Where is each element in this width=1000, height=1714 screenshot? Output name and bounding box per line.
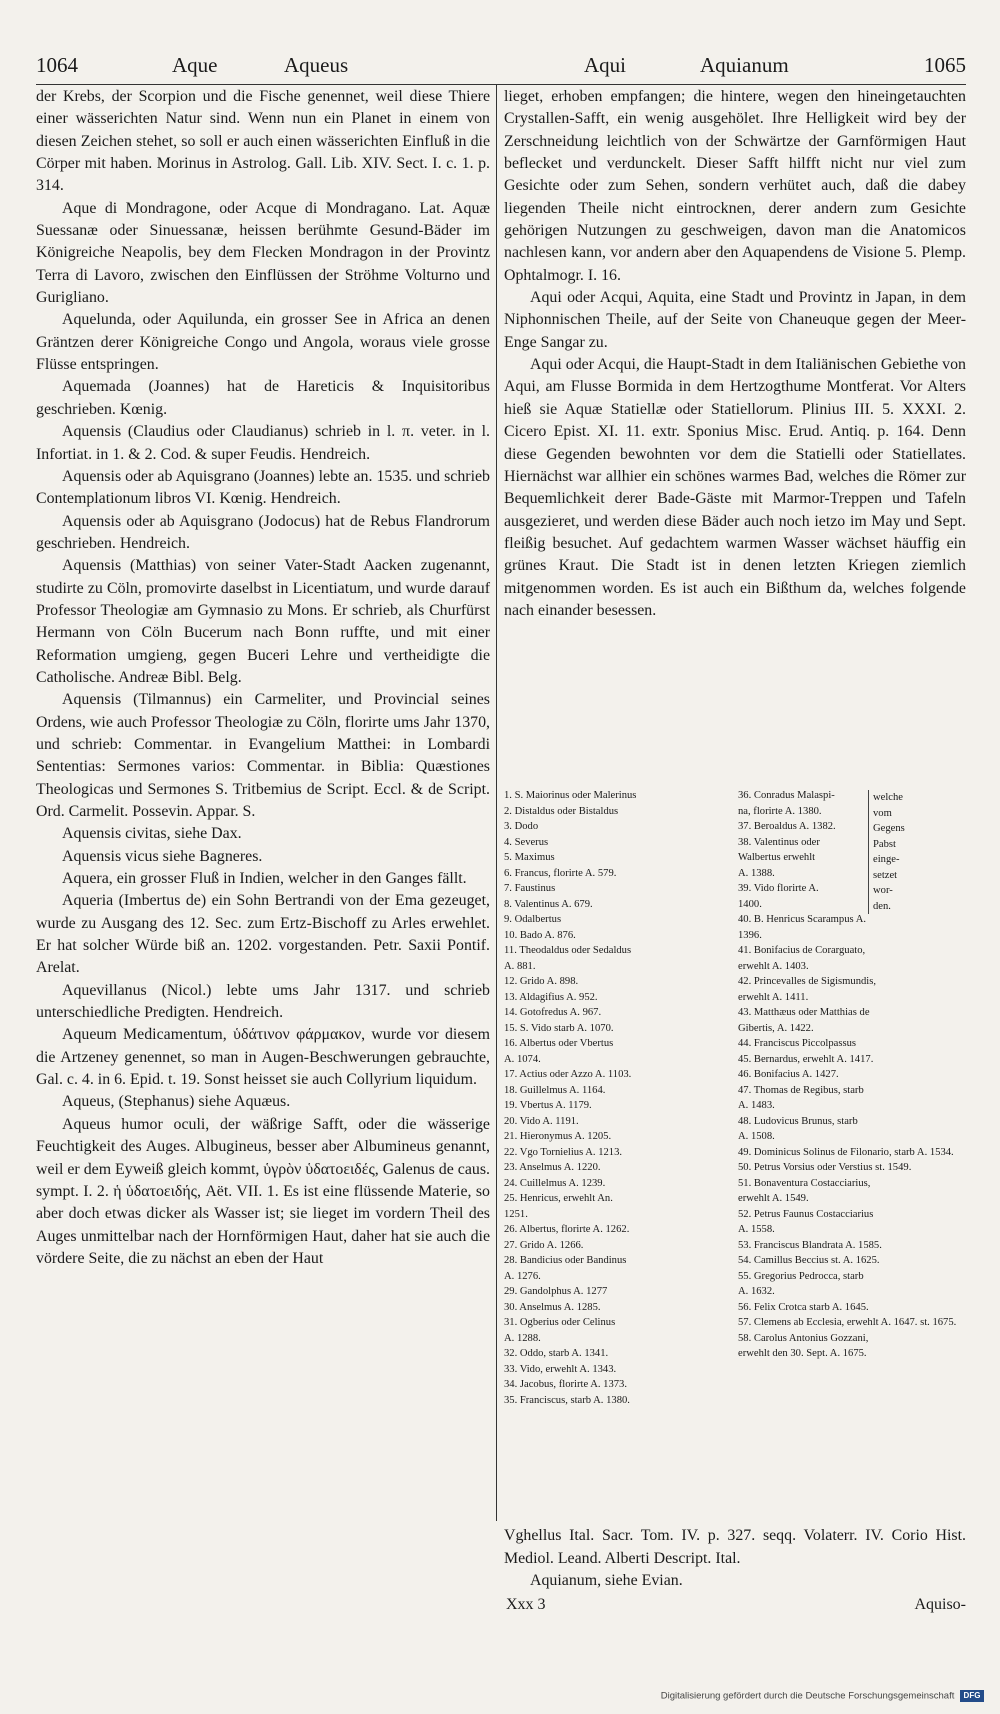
bishop-entry: A. 1632.	[738, 1286, 775, 1297]
left-column-entry: Aqueus, (Stephanus) siehe Aquæus.	[62, 1093, 291, 1111]
left-column-entry: Aqueus humor oculi, der wäßrige Safft, oder die wässerige Feuchtigkeit des Auges. Albugineus, besser aber Albumineus genannt, weil er dem Eyweiß gleich kommt, ὑγρὸν ὑδατοειδές, Galenus de caus. sympt. I. 2. ἡ ὑδατοειδής, Aët. VII. 1. Es ist eine flüssende Materie, so aber doch etwas dicker als Wasser ist; sie lieget im vordern Theil des Auges unmittelbar nach der Hornförmigen Haut, daher hat sie auch die vördere Seite, die zu nächst an eben der Haut	[36, 1115, 490, 1267]
bishop-entry: 2. Distaldus oder Bistaldus	[504, 805, 619, 817]
left-column-entry: Aquera, ein grosser Fluß in Indien, welcher in den Ganges fällt.	[62, 870, 467, 888]
bracket-note-line: setzet	[873, 869, 898, 881]
bishop-entry: A. 1483.	[738, 1100, 775, 1111]
bishop-entry: Walbertus erwehlt	[738, 852, 816, 863]
bishop-entry: 53. Franciscus Blandrata A. 1585.	[738, 1239, 882, 1251]
left-column-entry: Aquemada (Joannes) hat de Hareticis & Inquisitoribus geschrieben. Kœnig.	[36, 378, 490, 418]
bishop-entry: 34. Jacobus, florirte A. 1373.	[504, 1379, 627, 1390]
bracket-note-line: Pabst	[873, 838, 896, 850]
bishop-entry: 3. Dodo	[504, 821, 539, 832]
credit-text: Digitalisierung gefördert durch die Deutsche Forschungsgemeinschaft	[660, 1690, 955, 1702]
bishop-entry: 45. Bernardus, erwehlt A. 1417.	[738, 1053, 874, 1065]
bishop-entry: 10. Bado A. 876.	[504, 929, 576, 941]
bishop-entry: A. 1074.	[504, 1053, 541, 1065]
left-column-entry: Aqueum Medicamentum, ὑδάτινον φάρμακον, wurde vor diesem die Artzeney genennet, so man in Augen-Beschwerungen gebrauchte, Gal. c. 4. in 6. Epid. t. 19. Sonst heisset sie auch Collyrium liquidum.	[36, 1026, 490, 1089]
bishop-entry: 38. Valentinus oder	[738, 836, 820, 848]
bishop-entry: 55. Gregorius Pedrocca, starb	[738, 1270, 864, 1282]
left-column-entry: Aquensis oder ab Aquisgrano (Jodocus) hat de Rebus Flandrorum geschrieben. Hendreich.	[36, 512, 490, 552]
left-column-entry: Aqueria (Imbertus de) ein Sohn Bertrandi von der Ema gezeuget, wurde zu Ausgang des 12. Sec. zum Ertz-Bischoff zu Arles erwehlet. Er hat solcher Würde biß an. 1202. vorgestanden. Petr. Saxii Pontif. Arelat.	[36, 892, 490, 977]
bracket-note-line: vom	[873, 807, 892, 819]
bishop-entry: 18. Guillelmus A. 1164.	[504, 1084, 606, 1096]
bishop-entry: 43. Matthæus oder Matthias de	[738, 1007, 870, 1018]
bishop-entry: 54. Camillus Beccius st. A. 1625.	[738, 1255, 880, 1266]
closing-paragraphs	[504, 1525, 966, 1593]
signature-mark: Xxx 3	[506, 1596, 546, 1613]
bishop-entry: 35. Franciscus, starb A. 1380.	[504, 1394, 630, 1406]
bishop-entry: 52. Petrus Faunus Costacciarius	[738, 1208, 874, 1220]
catchword-left-2: Aqueus	[284, 53, 349, 77]
left-column-entry: Aquensis civitas, siehe Dax.	[62, 825, 242, 843]
running-header	[36, 50, 966, 85]
bishop-entry: 47. Thomas de Regibus, starb	[738, 1084, 864, 1096]
bishop-entry: 37. Beroaldus A. 1382.	[738, 821, 836, 832]
bishop-entry: 56. Felix Crotca starb A. 1645.	[738, 1301, 869, 1313]
bishop-entry: 42. Princevalles de Sigismundis,	[738, 976, 877, 987]
bishop-entry: na, florirte A. 1380.	[738, 805, 822, 817]
bishop-entry: 19. Vbertus A. 1179.	[504, 1100, 592, 1111]
bishop-entry: 12. Grido A. 898.	[504, 976, 579, 987]
bishop-entry: 49. Dominicus Solinus de Filonario, starb A. 1534.	[738, 1146, 954, 1158]
bishop-entry: erwehlt den 30. Sept. A. 1675.	[738, 1348, 867, 1359]
bishop-entry: 17. Actius oder Azzo A. 1103.	[504, 1069, 632, 1080]
bishop-entry: 9. Odalbertus	[504, 914, 562, 925]
bishop-entry: A. 1276.	[504, 1270, 541, 1282]
bishop-entry: erwehlt A. 1403.	[738, 960, 809, 972]
bishop-entry: 23. Anselmus A. 1220.	[504, 1162, 601, 1173]
bishop-entry: erwehlt A. 1549.	[738, 1193, 809, 1204]
bishop-entry: erwehlt A. 1411.	[738, 991, 809, 1003]
bishop-entry: 40. B. Henricus Scarampus A.	[738, 914, 866, 925]
bishop-entry: 25. Henricus, erwehlt An.	[504, 1193, 613, 1204]
bishop-entry: 6. Francus, florirte A. 579.	[504, 867, 617, 879]
left-column-entry: Aquensis (Matthias) von seiner Vater-Stadt Aacken zugenannt, studirte zu Cöln, promovirte daselbst in Licentiatum, und wurde darauf Professor Theologiæ am Gymnasio zu Mons. Er schrieb, als Churfürst Hermann von Cöln Bucerum nach Bonn ruffte, und mit einer Reformation umgieng, gegen Buceri Lehre und vertheidigte die Catholische. Andreæ Bibl. Belg.	[36, 557, 490, 686]
bishop-entry: 8. Valentinus A. 679.	[504, 898, 593, 910]
bracket-note	[868, 790, 969, 914]
bishop-entry: 4. Severus	[504, 836, 549, 848]
bishop-entry: 39. Vido florirte A.	[738, 883, 819, 894]
bishop-entry: 1396.	[738, 929, 762, 941]
bishop-entry: 46. Bonifacius A. 1427.	[738, 1069, 839, 1080]
bishop-entry: 1251.	[504, 1208, 528, 1220]
digitization-credit	[661, 1690, 984, 1702]
right-column-entry: Aqui oder Acqui, die Haupt-Stadt in dem Italiänischen Gebiethe von Aqui, am Flusse Bormida in dem Hertzogthume Montferat. Vor Alters hieß sie Aquæ Statiellæ oder Statiellorum. Plinius III. 5. XXXI. 2. Cicero Epist. XI. 11. extr. Sponius Misc. Erud. Antiq. p. 164. Denn diese Gegenden bewohnten vor dem die Statielli oder Statiellates. Hiernächst war allhier ein schönes warmes Bad, welches die Römer zur Bequemlichkeit derer Bade-Gäste mit Marmor-Treppen und Tafeln ausgezieret, und werden diese Bäder auch noch ietzo im May und Sept. fleißig besuchet. Auf gedachtem warmen Wasser wächset häuffig ein grünes Kraut. Die Stadt ist in denen letzten Kriegen ziemlich mitgenommen worden. Es ist auch ein Bißthum da, welches folgende nach einander besessen.	[504, 356, 966, 619]
catchword-left-1: Aque	[172, 53, 218, 77]
bishop-entry: 22. Vgo Tornielius A. 1213.	[504, 1146, 623, 1158]
bishop-entry: 48. Ludovicus Brunus, starb	[738, 1115, 858, 1127]
right-column	[504, 86, 966, 622]
bishop-entry: 20. Vido A. 1191.	[504, 1115, 579, 1127]
bishop-entry: 16. Albertus oder Vbertus	[504, 1038, 614, 1049]
left-column-entry: Aquensis (Tilmannus) ein Carmeliter, und Provincial seines Ordens, wie auch Professor Theologiæ zu Cöln, florirte ums Jahr 1370, und schrieb: Commentar. in Evangelium Matthei: in Lombardi Sententias: Sermones varios: Commentar. in Biblia: Quæstiones Theologicas und Sermones S. Tritbemius de Script. Eccl. & de Script. Ord. Carmelit. Possevin. Appar. S.	[36, 691, 490, 820]
catchword-right-1: Aqui	[584, 53, 626, 77]
left-column	[36, 86, 490, 1270]
bishop-entry: 36. Conradus Malaspi-	[738, 790, 835, 801]
bishop-entry: 32. Oddo, starb A. 1341.	[504, 1348, 609, 1359]
catchword-next: Aquiso-	[914, 1596, 966, 1613]
bishop-entry: 33. Vido, erwehlt A. 1343.	[504, 1363, 617, 1375]
bishop-entry: 15. S. Vido starb A. 1070.	[504, 1022, 614, 1034]
bishop-entry: 5. Maximus	[504, 852, 555, 863]
bracket-note-line: wor-	[873, 885, 893, 896]
tail-entry: Aquianum, siehe Evian.	[530, 1572, 683, 1589]
bishop-entry: 1400.	[738, 898, 762, 910]
bishop-entry: 24. Cuillelmus A. 1239.	[504, 1177, 606, 1189]
bishop-entry: 21. Hieronymus A. 1205.	[504, 1131, 612, 1142]
bishop-entry: 28. Bandicius oder Bandinus	[504, 1255, 627, 1266]
tail-entry: Vghellus Ital. Sacr. Tom. IV. p. 327. seqq. Volaterr. IV. Corio Hist. Mediol. Leand. Alberti Descript. Ital.	[504, 1527, 966, 1567]
bishop-entry: 50. Petrus Vorsius oder Verstius st. 1549.	[738, 1162, 912, 1173]
left-column-entry: Aquensis (Claudius oder Claudianus) schrieb in l. π. veter. in l. Infortiat. in 1. & 2. Cod. & super Feudis. Hendreich.	[36, 423, 490, 463]
left-column-entry: Aquensis oder ab Aquisgrano (Joannes) lebte an. 1535. und schrieb Contemplationum libros VI. Kœnig. Hendreich.	[36, 467, 490, 508]
page-footer	[0, 1596, 1000, 1622]
bracket-note-line: den.	[873, 900, 891, 912]
bishop-entry: A. 1288.	[504, 1332, 541, 1344]
bishop-entry: A. 1558.	[738, 1224, 775, 1235]
right-column-entry: lieget, erhoben empfangen; die hintere, wegen den hineingetauchten Crystallen-Safft, ein wenig ausgehölet. Ihre Helligkeit wird bey der Zerschneidung leichtlich von der Schwärtze der Garnförmigen Haut beflecket und verdunckelt. Dieser Safft hilfft nicht nur viel zum Gesichte oder zum Sehen, sondern verhütet auch, daß die dabey liegenden Theile nicht eintrocknen, derer andern zum Gesichte gehörigen Nutzungen zu geschweigen, davon man die Anatomicos nachlesen kann, vor andern aber den Aquapendens de Visione 5. Plemp. Ophtalmogr. I. 16.	[504, 88, 966, 284]
bishop-entry: A. 881.	[504, 960, 536, 972]
bishop-entry: 58. Carolus Antonius Gozzani,	[738, 1332, 869, 1344]
bishop-entry: 30. Anselmus A. 1285.	[504, 1301, 601, 1313]
bishop-entry: 41. Bonifacius de Corarguato,	[738, 945, 866, 956]
bishop-entry: 13. Aldagifius A. 952.	[504, 991, 598, 1003]
left-column-entry: Aque di Mondragone, oder Acque di Mondragano. Lat. Aquæ Suessanæ oder Sinuessanæ, heissen berühmte Gesund-Bäder im Königreiche Neapolis, bey dem Flecken Mondragon in der Provintz Terra di Lavoro, zwischen den Einflüssen der Ströhme Volturno und Gurigliano.	[36, 199, 490, 307]
bishop-entry: 51. Bonaventura Costacciarius,	[738, 1177, 871, 1189]
bracket-note-line: Gegens	[873, 823, 905, 834]
bishop-entry: 7. Faustinus	[504, 883, 556, 894]
dfg-logo-icon: DFG	[960, 1690, 984, 1702]
bishop-entry: 14. Gotofredus A. 967.	[504, 1007, 602, 1018]
left-column-entry: Aquevillanus (Nicol.) lebte ums Jahr 1317. und schrieb unterschiedliche Predigten. Hendreich.	[36, 981, 490, 1022]
column-divider	[496, 84, 497, 1521]
catchword-right-2: Aquianum	[700, 53, 789, 77]
left-column-entry: Aquelunda, oder Aquilunda, ein grosser See in Africa an denen Gräntzen derer Königreiche Congo und Angola, woraus viele grosse Flüsse entspringen.	[36, 311, 490, 374]
bishop-list-column-1	[504, 788, 729, 1408]
page-number-right: 1065	[924, 53, 966, 77]
bishop-entry: 26. Albertus, florirte A. 1262.	[504, 1224, 630, 1235]
page-number-left: 1064	[36, 53, 78, 77]
bishop-entry: 27. Grido A. 1266.	[504, 1239, 584, 1251]
bracket-note-line: welche	[873, 792, 903, 803]
bracket-note-line: einge-	[873, 854, 900, 865]
bishop-entry: 31. Ogberius oder Celinus	[504, 1317, 616, 1328]
bishop-entry: A. 1388.	[738, 867, 775, 879]
left-column-entry: der Krebs, der Scorpion und die Fische genennet, weil diese Thiere einer wässerichten Natur sind. Wenn nun ein Planet in einem von diesen Zeichen stehet, so soll er auch einen wässerichten Einfluß in die Cörper mit haben. Morinus in Astrolog. Gall. Lib. XIV. Sect. I. c. 1. p. 314.	[36, 88, 490, 195]
bishop-entry: 57. Clemens ab Ecclesia, erwehlt A. 1647. st. 1675.	[738, 1317, 957, 1328]
bishop-entry: Gibertis, A. 1422.	[738, 1022, 814, 1034]
right-column-entry: Aqui oder Acqui, Aquita, eine Stadt und Provintz in Japan, in dem Niphonnischen Theile, auf der Seite von Chaneuque gegen der Meer-Enge Sangar zu.	[504, 289, 966, 351]
bishop-entry: 11. Theodaldus oder Sedaldus	[504, 945, 632, 956]
bishop-entry: A. 1508.	[738, 1131, 775, 1142]
bishop-entry: 44. Franciscus Piccolpassus	[738, 1038, 856, 1049]
bishop-entry: 29. Gandolphus A. 1277	[504, 1286, 608, 1297]
bishop-entry: 1. S. Maiorinus oder Malerinus	[504, 790, 637, 801]
left-column-entry: Aquensis vicus siehe Bagneres.	[62, 847, 263, 865]
